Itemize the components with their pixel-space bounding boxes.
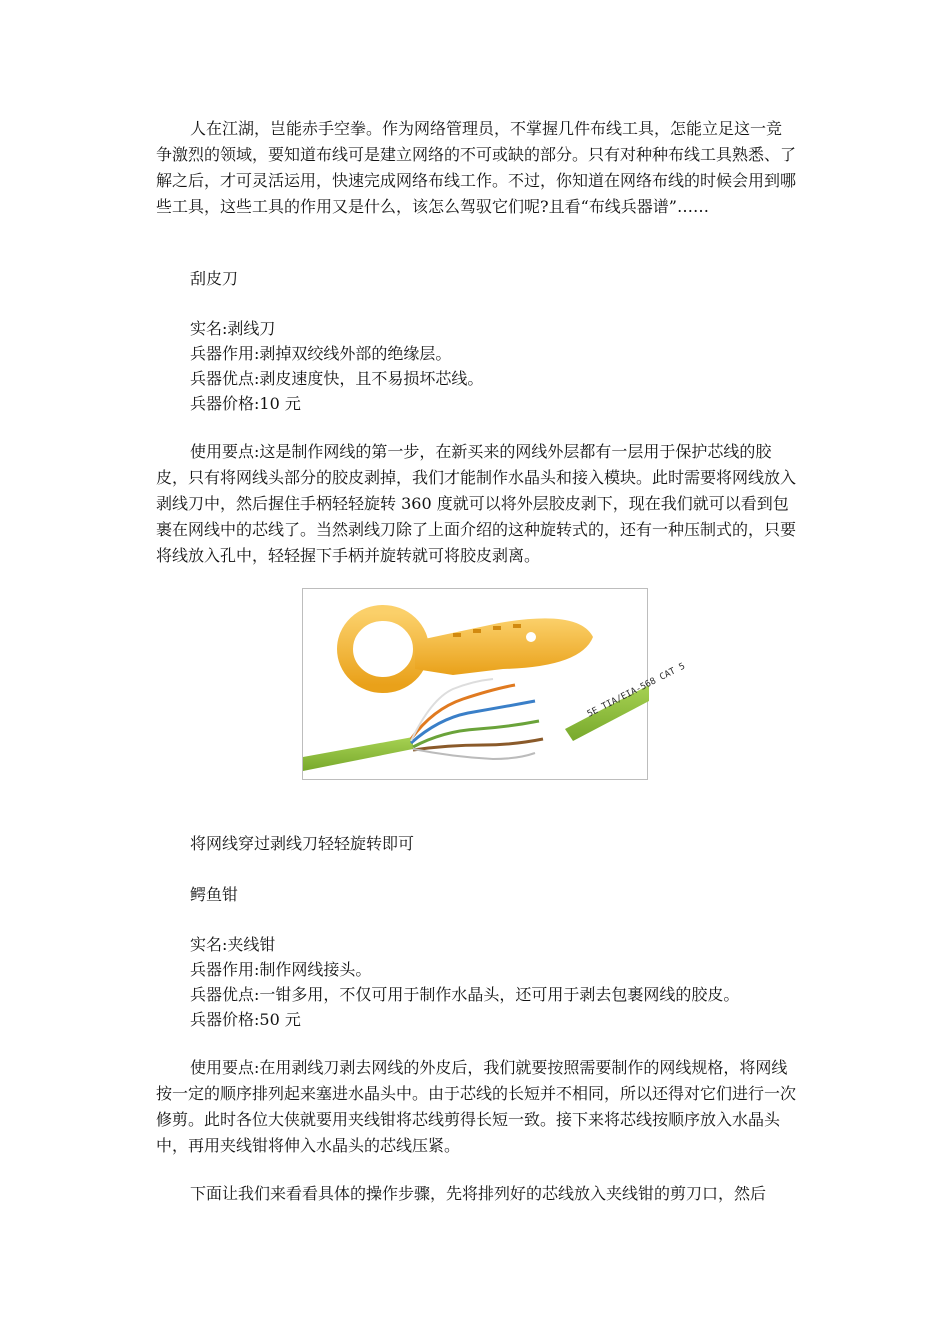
wire-stripper-illustration: [303, 589, 687, 781]
tool2-price: 兵器价格:50 元: [190, 1010, 301, 1029]
figure-caption: 将网线穿过剥线刀轻轻旋转即可: [190, 834, 415, 853]
tool2-function: 兵器作用:制作网线接头。: [190, 960, 372, 979]
tool2-nickname: 鳄鱼钳: [190, 885, 239, 904]
tool1-real-name: 实名:剥线刀: [190, 319, 276, 338]
tool1-usage-paragraph: 使用要点:这是制作网线的第一步，在新买来的网线外层都有一层用于保护芯线的胶皮，只有将网线头部分的胶皮剥掉，我们才能制作水晶头和接入模块。此时需要将网线放入剥线刀中，然后握住手柄轻轻旋转 360 度就可以将外层胶皮剥下，现在我们就可以看到包裹在网线中的芯线了。当然剥线刀除了上面介绍的这种旋转式的，还有一种压制式的，只要将线放入孔中，轻轻握下手柄并旋转就可将胶皮剥离。: [156, 442, 797, 565]
wire-stripper-photo: [302, 588, 687, 780]
cable-print-text: 5E TIA/EIA-568 CAT 5: [585, 661, 687, 720]
tool1-nickname: 刮皮刀: [190, 269, 239, 288]
intro-paragraph: 人在江湖，岂能赤手空拳。作为网络管理员，不掌握几件布线工具，怎能立足这一竞争激烈的领域，要知道布线可是建立网络的不可或缺的部分。只有对种种布线工具熟悉、了解之后，才可灵活运用，快速完成网络布线工作。不过，你知道在网络布线的时候会用到哪些工具，这些工具的作用又是什么，该怎么驾驭它们呢?且看“布线兵器谱”……: [156, 119, 797, 216]
tool2-usage-paragraph: 使用要点:在用剥线刀剥去网线的外皮后，我们就要按照需要制作的网线规格，将网线按一定的顺序排列起来塞进水晶头中。由于芯线的长短并不相同，所以还得对它们进行一次修剪。此时各位大侠就要用夹线钳将芯线剪得长短一致。接下来将芯线按顺序放入水晶头中，再用夹线钳将伸入水晶头的芯线压紧。: [156, 1058, 797, 1155]
final-paragraph: 下面让我们来看看具体的操作步骤，先将排列好的芯线放入夹线钳的剪刀口，然后: [190, 1184, 767, 1203]
tool2-advantage: 兵器优点:一钳多用，不仅可用于制作水晶头，还可用于剥去包裹网线的胶皮。: [190, 985, 740, 1004]
tool1-price: 兵器价格:10 元: [190, 394, 301, 413]
tool1-advantage: 兵器优点:剥皮速度快，且不易损坏芯线。: [190, 369, 484, 388]
tool1-function: 兵器作用:剥掉双绞线外部的绝缘层。: [190, 344, 452, 363]
tool2-real-name: 实名:夹线钳: [190, 935, 276, 954]
